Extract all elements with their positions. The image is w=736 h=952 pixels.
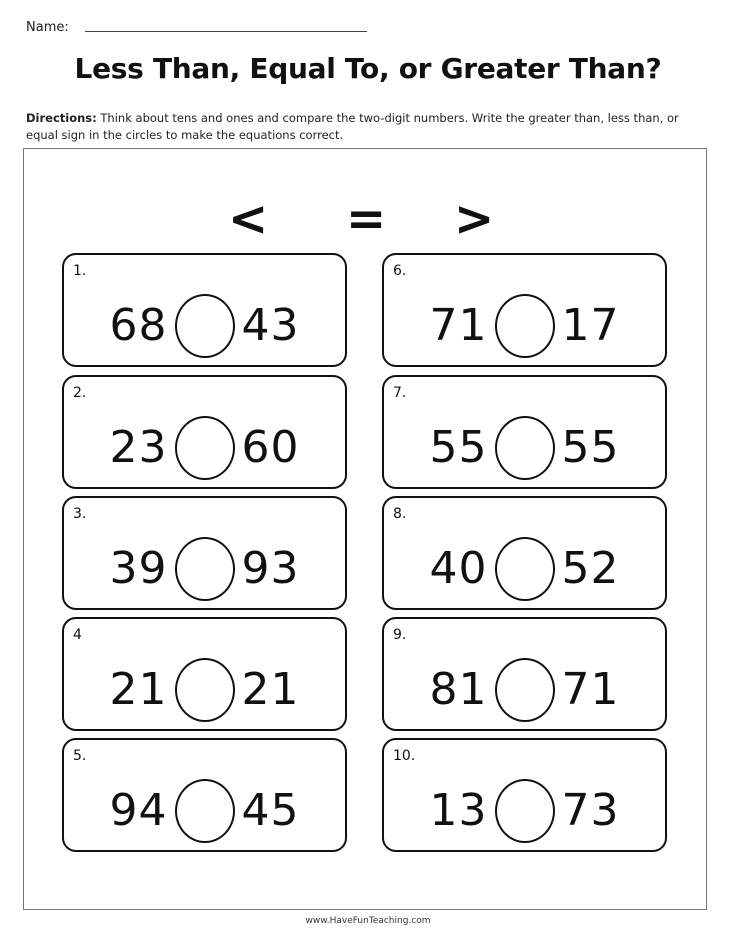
problem-number: 4 [73,627,82,643]
comparison [64,778,345,844]
problem-box-7 [382,375,667,489]
right-number: 43 [241,300,300,351]
comparison [64,657,345,723]
problem-box-8 [382,496,667,610]
right-number: 45 [241,785,300,836]
problem-box-6 [382,253,667,367]
comparison [384,657,665,723]
equal-symbol: = [346,191,387,247]
directions-label: Directions: [26,111,97,125]
right-number: 21 [241,664,300,715]
right-number: 55 [561,422,620,473]
name-row [26,20,367,35]
right-number: 52 [561,543,620,594]
name-input-line[interactable] [85,31,367,32]
problem-number: 9. [393,627,407,643]
answer-circle[interactable] [175,416,235,480]
right-number: 71 [561,664,620,715]
answer-circle[interactable] [495,658,555,722]
answer-circle[interactable] [175,779,235,843]
answer-circle[interactable] [495,416,555,480]
problem-number: 10. [393,748,416,764]
less-than-symbol: < [228,191,269,247]
left-number: 23 [109,422,168,473]
problem-number: 3. [73,506,87,522]
left-number: 40 [429,543,488,594]
problem-box-4 [62,617,347,731]
answer-circle[interactable] [175,658,235,722]
comparison [384,415,665,481]
comparison [384,536,665,602]
comparison [64,415,345,481]
greater-than-symbol: > [454,191,495,247]
problem-number: 1. [73,263,87,279]
directions-text: Think about tens and ones and compare the two-digit numbers. Write the greater than, less than, or equal sign in the circles to make the equations correct. [26,111,679,142]
right-number: 17 [561,300,620,351]
comparison [64,293,345,359]
answer-circle[interactable] [175,537,235,601]
right-number: 93 [241,543,300,594]
problem-number: 6. [393,263,407,279]
answer-circle[interactable] [175,294,235,358]
directions [26,110,696,144]
left-number: 55 [429,422,488,473]
left-number: 71 [429,300,488,351]
left-number: 21 [109,664,168,715]
comparison [384,293,665,359]
problem-box-3 [62,496,347,610]
name-label: Name: [26,20,69,35]
right-number: 73 [561,785,620,836]
problem-number: 8. [393,506,407,522]
problem-box-1 [62,253,347,367]
left-number: 13 [429,785,488,836]
problem-box-5 [62,738,347,852]
worksheet-title: Less Than, Equal To, or Greater Than? [74,52,662,85]
answer-circle[interactable] [495,779,555,843]
left-number: 81 [429,664,488,715]
comparison [384,778,665,844]
left-number: 68 [109,300,168,351]
left-number: 39 [109,543,168,594]
problem-box-2 [62,375,347,489]
symbol-key [0,191,736,247]
answer-circle[interactable] [495,294,555,358]
problem-number: 5. [73,748,87,764]
problem-number: 7. [393,385,407,401]
problem-number: 2. [73,385,87,401]
footer-website: www.HaveFunTeaching.com [305,916,431,926]
comparison [64,536,345,602]
left-number: 94 [109,785,168,836]
right-number: 60 [241,422,300,473]
problem-box-9 [382,617,667,731]
answer-circle[interactable] [495,537,555,601]
problem-box-10 [382,738,667,852]
